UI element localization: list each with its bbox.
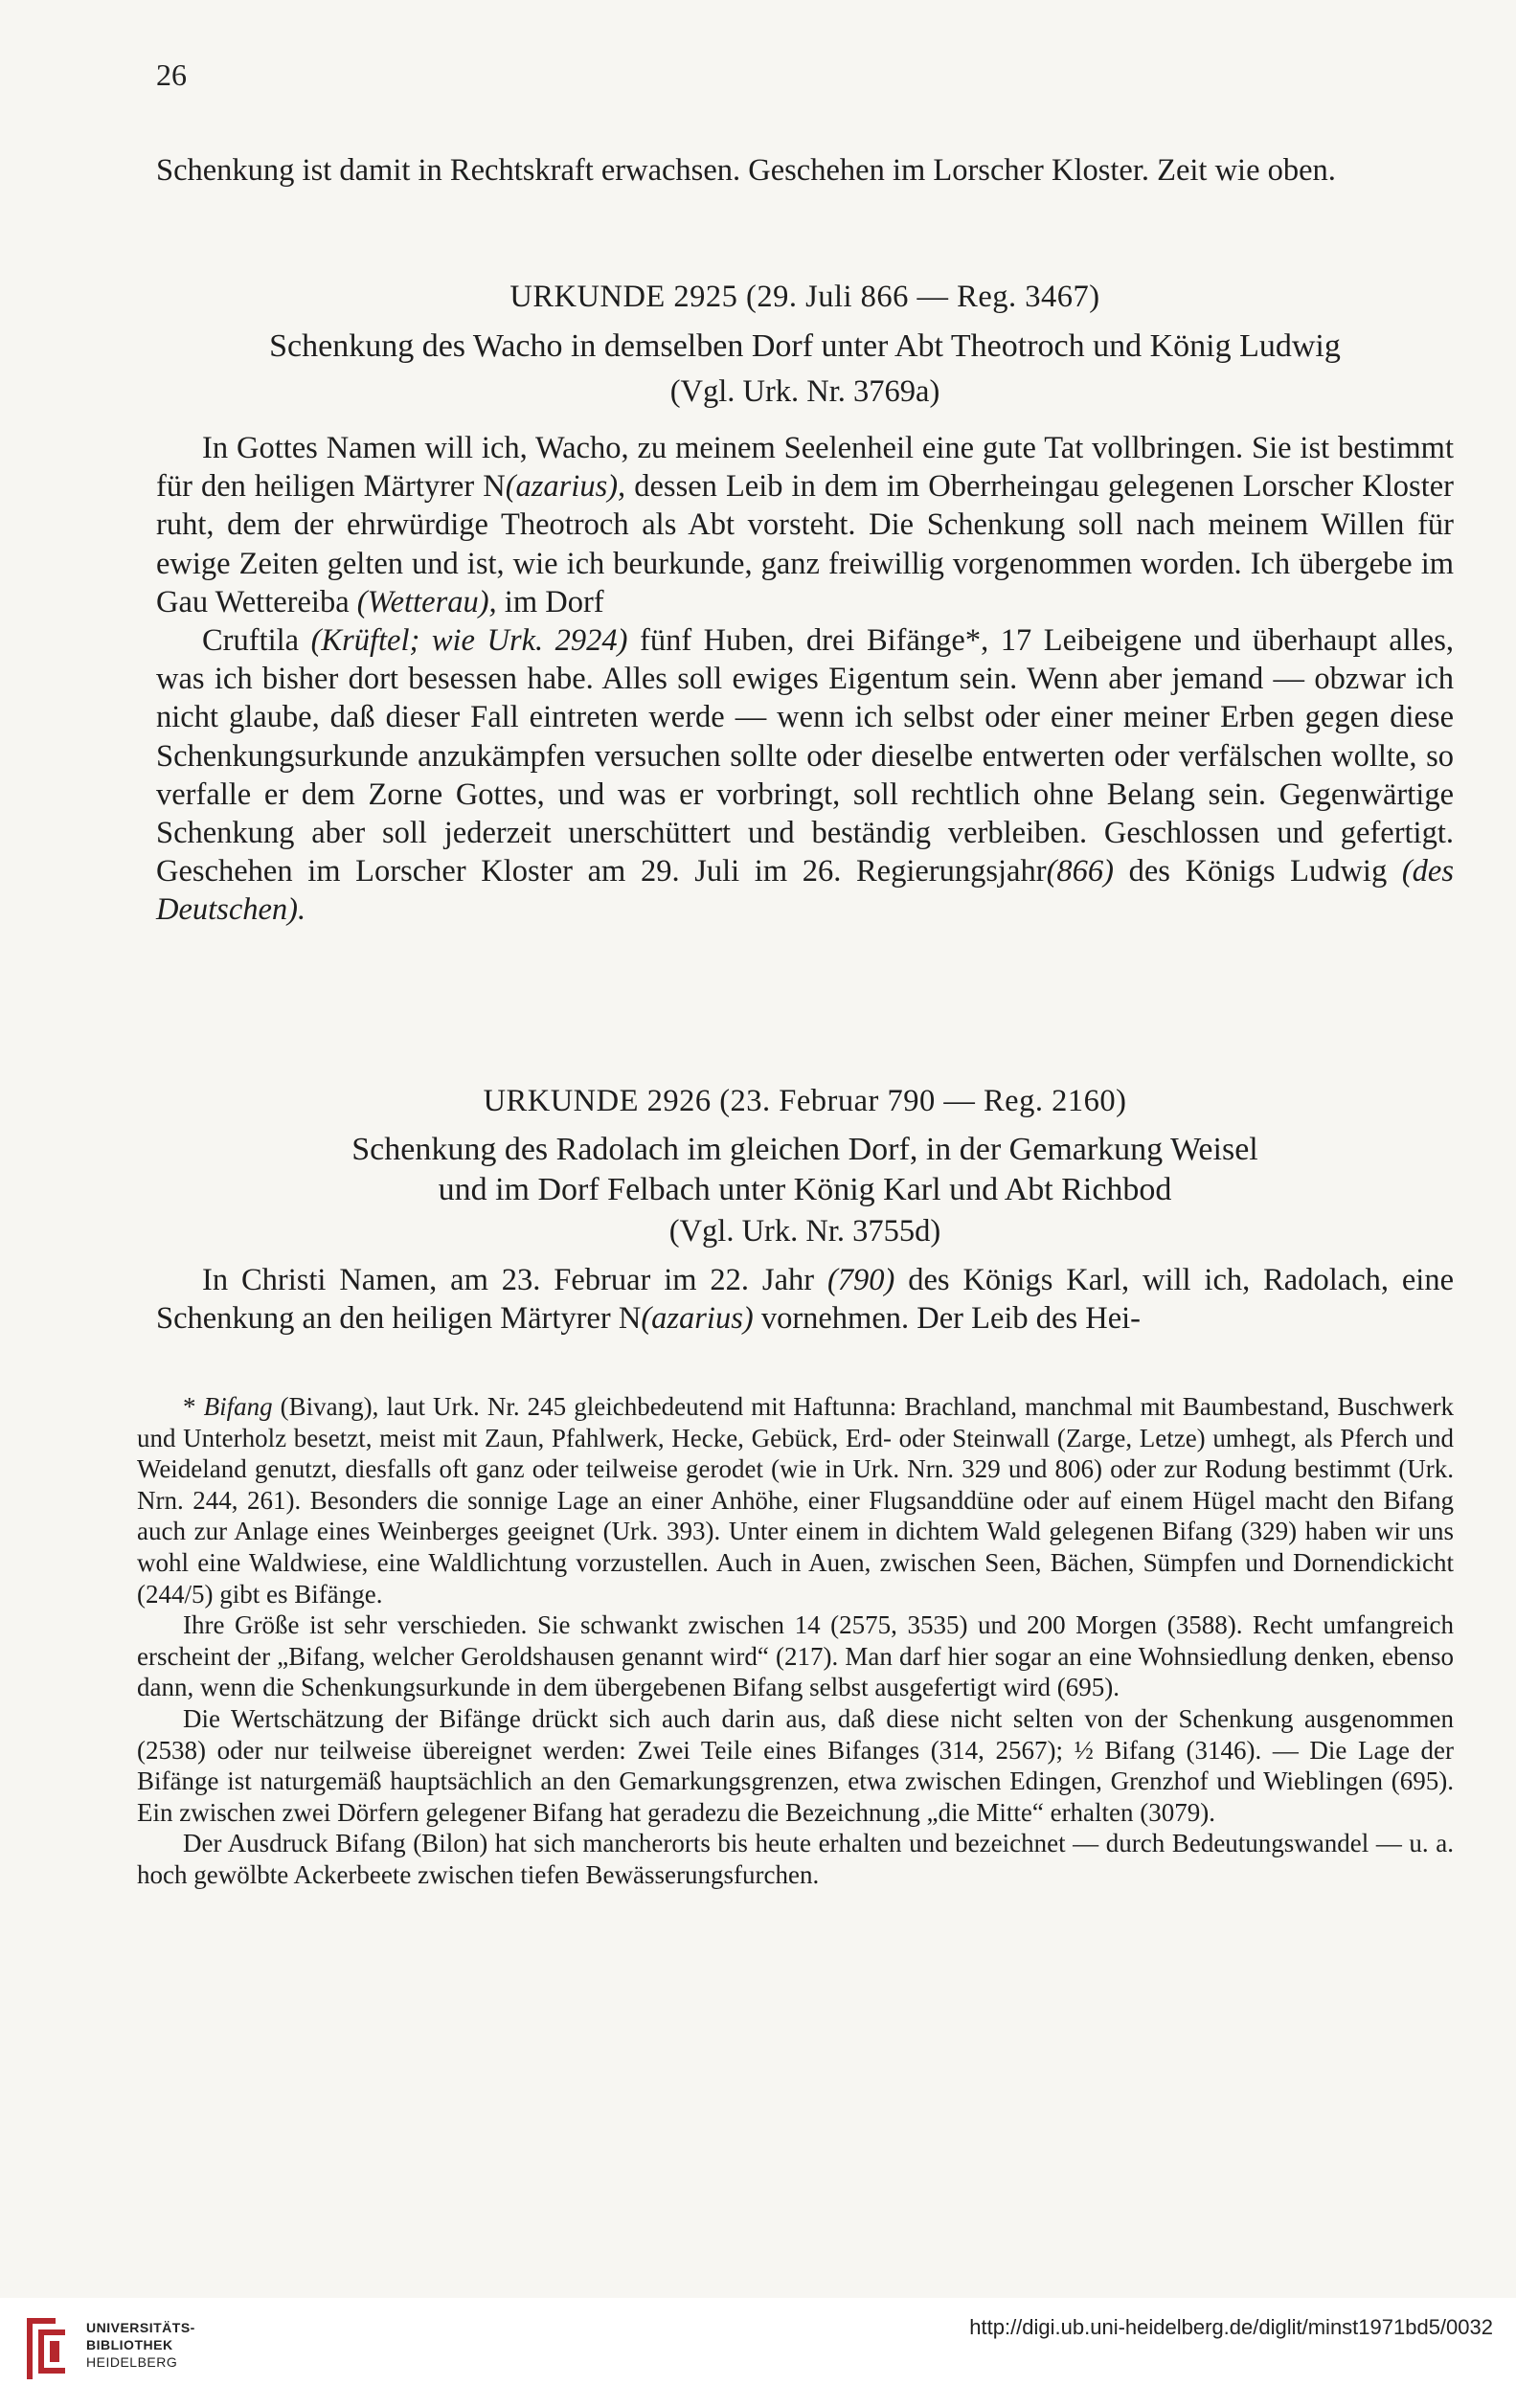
footnote-paragraph-3: Die Wertschätzung der Bifänge drückt sich auch darin aus, daß diese nicht selten von der Schenkung ausgenommen (2538) oder nur teilweise übereignet werden: Zwei Teile eines Bifanges (314, 2567); ½ Bifang (3146). — Die Lage der Bifänge ist naturgemäß hauptsächlich an den Gemarkungsgrenzen, etwa zwischen Edingen, Grenzhof und Wieblingen (695). Ein zwischen zwei Dörfern gelegener Bifang hat geradezu die Bezeichnung „die Mitte“ erhalten (3079). [137,1703,1454,1827]
footnote-paragraph-2: Ihre Größe ist sehr verschieden. Sie schwankt zwischen 14 (2575, 3535) und 200 Morgen (3588). Recht umfangreich erscheint der „Bifang, welcher Geroldshausen genannt wird“ (217). Man darf hier sogar an eine Wohnsiedlung denken, ebenso dann, wenn die Schenkungsurkunde in dem übergebenen Bifang selbst ausgefertigt wird (695). [137,1610,1454,1702]
footnote-paragraph-4: Der Ausdruck Bifang (Bilon) hat sich mancherorts bis heute erhalten und bezeichnet — durch Bedeutungswandel — u. a. hoch gewölbte Ackerbeete zwischen tiefen Bewässerungsfurchen. [137,1829,1454,1889]
urkunde-2926-subtitle-line2: und im Dorf Felbach unter König Karl und Abt Richbod [438,1172,1172,1207]
library-name[interactable] [86,2319,195,2371]
urkunde-2925-subtitle: Schenkung des Wacho in demselben Dorf unter Abt Theotroch und König Ludwig [269,328,1341,364]
intro-paragraph [156,151,1454,190]
urkunde-2926-reference: (Vgl. Urk. Nr. 3755d) [668,1214,941,1249]
urkunde-2926-subtitle-line1: Schenkung des Radolach im gleichen Dorf, in der Gemarkung Weisel [351,1132,1258,1167]
library-name-line-3: HEIDELBERG [86,2354,178,2370]
urkunde-2926-heading: URKUNDE 2926 (23. Februar 790 — Reg. 2160) [483,1084,1127,1118]
library-name-line-2: BIBLIOTHEK [86,2337,173,2352]
urkunde-2926-text [156,1261,1454,1338]
urkunde-2925-paragraph-1: In Gottes Namen will ich, Wacho, zu meinem Seelenheil eine gute Tat vollbringen. Sie ist bestimmt für den heiligen Märtyrer N(azarius), dessen Leib in dem im Oberrheingau gelegenen Lorscher Kloster ruht, dem der ehrwürdige Theotroch als Abt vorsteht. Die Schenkung soll nach meinem Willen für ewige Zeiten gelten und ist, wie ich beurkunde, ganz freiwillig vorgenommen worden. Ich übergebe im Gau Wettereiba (Wetterau), im Dorf [156,431,1454,619]
source-url-link[interactable]: http://digi.ub.uni-heidelberg.de/diglit/minst1971bd5/0032 [969,2315,1493,2339]
library-name-line-1: UNIVERSITÄTS- [86,2320,195,2335]
page-number: 26 [156,57,187,92]
urkunde-2926-paragraph-1: In Christi Namen, am 23. Februar im 22. Jahr (790) des Königs Karl, will ich, Radolach, eine Schenkung an den heiligen Märtyrer N(azarius) vornehmen. Der Leib des Hei- [156,1263,1455,1337]
library-logo-icon[interactable] [17,2312,71,2387]
urkunde-2925-paragraph-2: Cruftila (Krüftel; wie Urk. 2924) fünf Huben, drei Bifänge*, 17 Leibeigene und überhaupt alles, was ich bisher dort besessen habe. Alles soll ewiges Eigentum sein. Wenn aber jemand — obzwar ich nicht glaube, daß dieser Fall eintreten werde — wenn ich selbst oder einer meiner Erben gegen diese Schenkungsurkunde anzukämpfen versuchen sollte oder dieselbe entwerten oder verfälschen wollte, so verfalle er dem Zorne Gottes, und was er vorbringt, soll rechtlich ohne Belang sein. Gegenwärtige Schenkung aber soll jederzeit unerschüttert und beständig verbleiben. Geschlossen und gefertigt. Geschehen im Lorscher Kloster am 29. Juli im 26. Regierungsjahr(866) des Königs Ludwig (des Deutschen). [156,623,1454,928]
urkunde-2925-text [156,429,1454,930]
intro-text: Schenkung ist damit in Rechtskraft erwachsen. Geschehen im Lorscher Kloster. Zeit wie oben. [156,153,1336,188]
footnotes [137,1391,1454,1891]
footnote-paragraph-1: * Bifang (Bivang), laut Urk. Nr. 245 gleichbedeutend mit Haftunna: Brachland, manchmal mit Baumbestand, Buschwerk und Unterholz besetzt, meist mit Zaun, Pfahlwerk, Hecke, Gebück, Erd- oder Steinwall (Zarge, Letze) umhegt, als Pferch und Weideland genutzt, diesfalls oft ganz oder teilweise gerodet (wie in Urk. Nrn. 329 und 806) oder zur Rodung bestimmt (Urk. Nrn. 244, 261). Besonders die sonnige Lage an einer Anhöhe, einer Flugsanddüne oder auf einem Hügel macht den Bifang auch zur Anlage eines Weinberges geeignet (Urk. 393). Unter einem in dichtem Wald gelegenen Bifang (329) haben wir uns wohl eine Waldwiese, eine Waldlichtung vorzustellen. Auch in Auen, zwischen Seen, Bächen, Sümpfen und Dornendickicht (244/5) gibt es Bifänge. [137,1392,1454,1609]
urkunde-2925-heading: URKUNDE 2925 (29. Juli 866 — Reg. 3467) [509,280,1100,314]
urkunde-2925-reference: (Vgl. Urk. Nr. 3769a) [669,374,940,409]
